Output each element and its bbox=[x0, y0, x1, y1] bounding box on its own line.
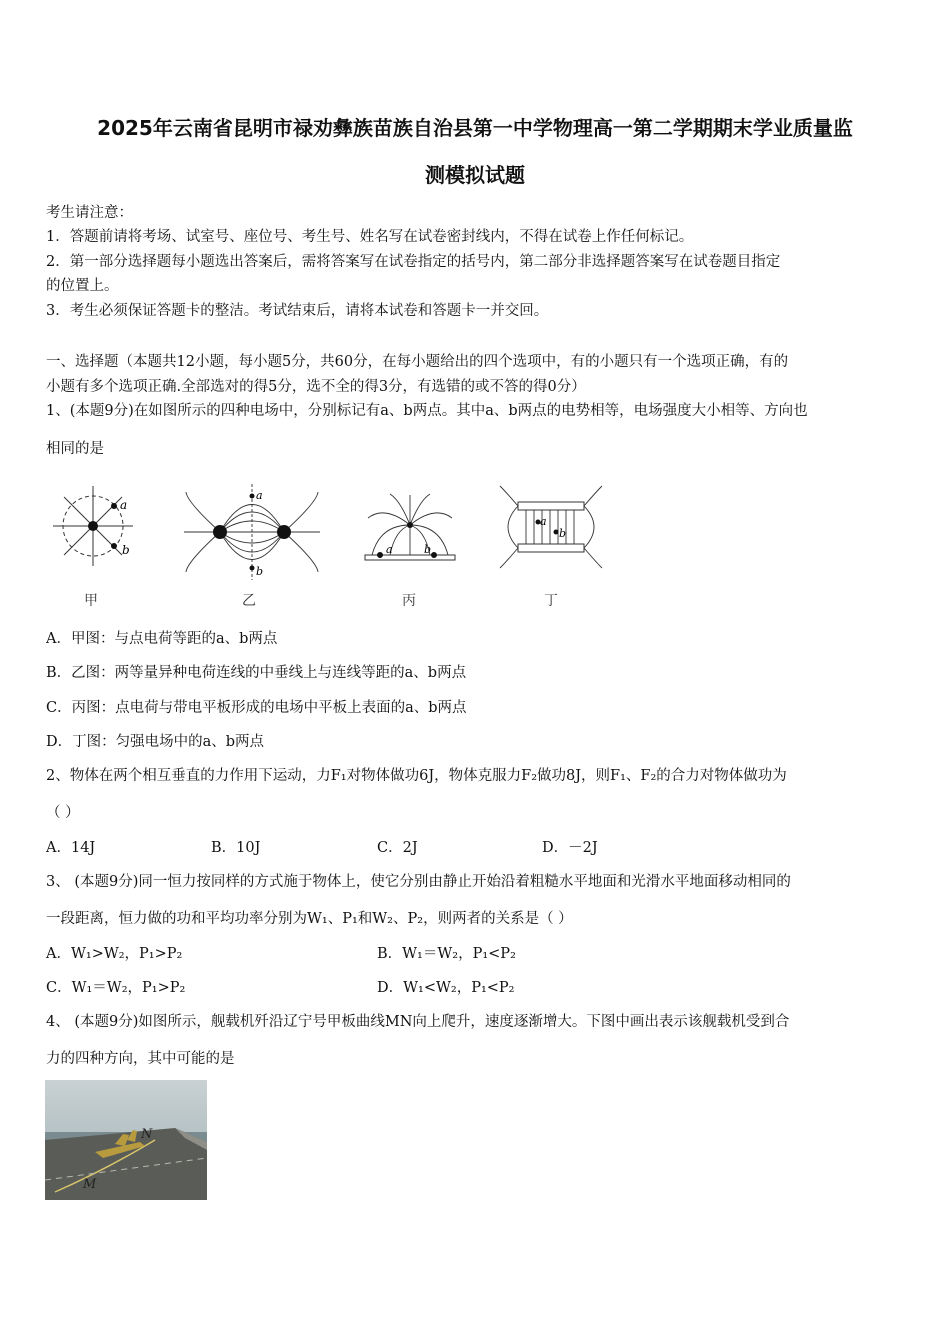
figure-jia-point-charge bbox=[50, 482, 140, 572]
notice-heading: 考生请注意： bbox=[46, 205, 133, 221]
carrier-deck-photo bbox=[45, 1080, 207, 1200]
figure-bing-charge-and-plate bbox=[360, 490, 460, 570]
photo-label-n: N bbox=[141, 1127, 153, 1142]
question-3-option-d: D．W₁<W₂，P₁<P₂ bbox=[377, 980, 515, 996]
question-2-option-a: A．14J bbox=[46, 840, 96, 856]
exam-title-line1: 2025年云南省昆明市禄劝彝族苗族自治县第一中学物理高一第二学期期末学业质量监 bbox=[97, 116, 853, 140]
question-3-text-cont: 一段距离，恒力做的功和平均功率分别为W₁、P₁和W₂、P₂，则两者的关系是（ ） bbox=[46, 911, 573, 927]
question-3-text: 3、 (本题9分)同一恒力按同样的方式施于物体上，使它分别由静止开始沿着粗糙水平地面和光滑水平地面移动相同的 bbox=[46, 874, 791, 890]
notice-item: 1．答题前请将考场、试室号、座位号、考生号、姓名写在试卷密封线内，不得在试卷上作任何标记。 bbox=[46, 229, 694, 245]
figure-yi-dipole bbox=[182, 482, 322, 582]
figure-yi-label-a: a bbox=[256, 489, 263, 502]
photo-label-m: M bbox=[83, 1177, 97, 1192]
figure-bing-label-a: a bbox=[386, 543, 393, 556]
question-2-text: 2、物体在两个相互垂直的力作用下运动，力F₁对物体做功6J，物体克服力F₂做功8J，则F₁、F₂的合力对物体做功为 bbox=[46, 768, 787, 784]
question-2-option-b: B．10J bbox=[211, 840, 261, 856]
figure-caption-ding: 丁 bbox=[544, 593, 558, 609]
exam-title-line2: 测模拟试题 bbox=[425, 163, 525, 187]
question-3-option-b: B．W₁＝W₂，P₁<P₂ bbox=[377, 946, 516, 962]
question-2-option-d: D．－2J bbox=[542, 840, 598, 856]
figure-yi-label-b: b bbox=[256, 565, 264, 578]
section-heading-line2: 小题有多个选项正确.全部选对的得5分，选不全的得3分，有选错的或不答的得0分） bbox=[46, 379, 586, 395]
figure-jia-label-a: a bbox=[120, 498, 128, 512]
notice-item: 的位置上。 bbox=[46, 278, 119, 294]
question-1-option-d: D．丁图：匀强电场中的a、b两点 bbox=[46, 734, 265, 750]
question-1-option-a: A．甲图：与点电荷等距的a、b两点 bbox=[46, 631, 278, 647]
question-1-text: 1、(本题9分)在如图所示的四种电场中，分别标记有a、b两点。其中a、b两点的电势相等，电场强度大小相等、方向也 bbox=[46, 403, 808, 419]
question-1-option-c: C．丙图：点电荷与带电平板形成的电场中平板上表面的a、b两点 bbox=[46, 700, 467, 716]
figure-bing-label-b: b bbox=[424, 543, 432, 556]
question-1-option-b: B．乙图：两等量异种电荷连线的中垂线上与连线等距的a、b两点 bbox=[46, 665, 467, 681]
question-1-text-cont: 相同的是 bbox=[46, 441, 104, 457]
question-2-option-c: C．2J bbox=[377, 840, 418, 856]
notice-item: 2．第一部分选择题每小题选出答案后，需将答案写在试卷指定的括号内，第二部分非选择题答案写在试卷题目指定 bbox=[46, 254, 781, 270]
figure-caption-yi: 乙 bbox=[242, 593, 256, 609]
question-2-text-cont: （ ） bbox=[46, 805, 80, 821]
question-4-text-cont: 力的四种方向，其中可能的是 bbox=[46, 1051, 235, 1067]
figure-jia-label-b: b bbox=[122, 543, 130, 557]
question-4-text: 4、 (本题9分)如图所示，舰载机歼沿辽宁号甲板曲线MN向上爬升，速度逐渐增大。下图中画出表示该舰载机受到合 bbox=[46, 1014, 790, 1030]
section-heading-line1: 一、选择题（本题共12小题，每小题5分，共60分，在每小题给出的四个选项中，有的小题只有一个选项正确，有的 bbox=[46, 354, 789, 370]
figure-ding-label-b: b bbox=[559, 527, 567, 540]
question-3-option-a: A．W₁>W₂，P₁>P₂ bbox=[46, 946, 183, 962]
figure-ding-label-a: a bbox=[540, 515, 547, 528]
figure-caption-jia: 甲 bbox=[84, 593, 98, 609]
question-3-option-c: C．W₁＝W₂，P₁>P₂ bbox=[46, 980, 186, 996]
notice-item: 3．考生必须保证答题卡的整洁。考试结束后，请将本试卷和答题卡一并交回。 bbox=[46, 303, 549, 319]
figure-caption-bing: 丙 bbox=[402, 593, 416, 609]
figure-ding-uniform-field bbox=[496, 482, 606, 572]
